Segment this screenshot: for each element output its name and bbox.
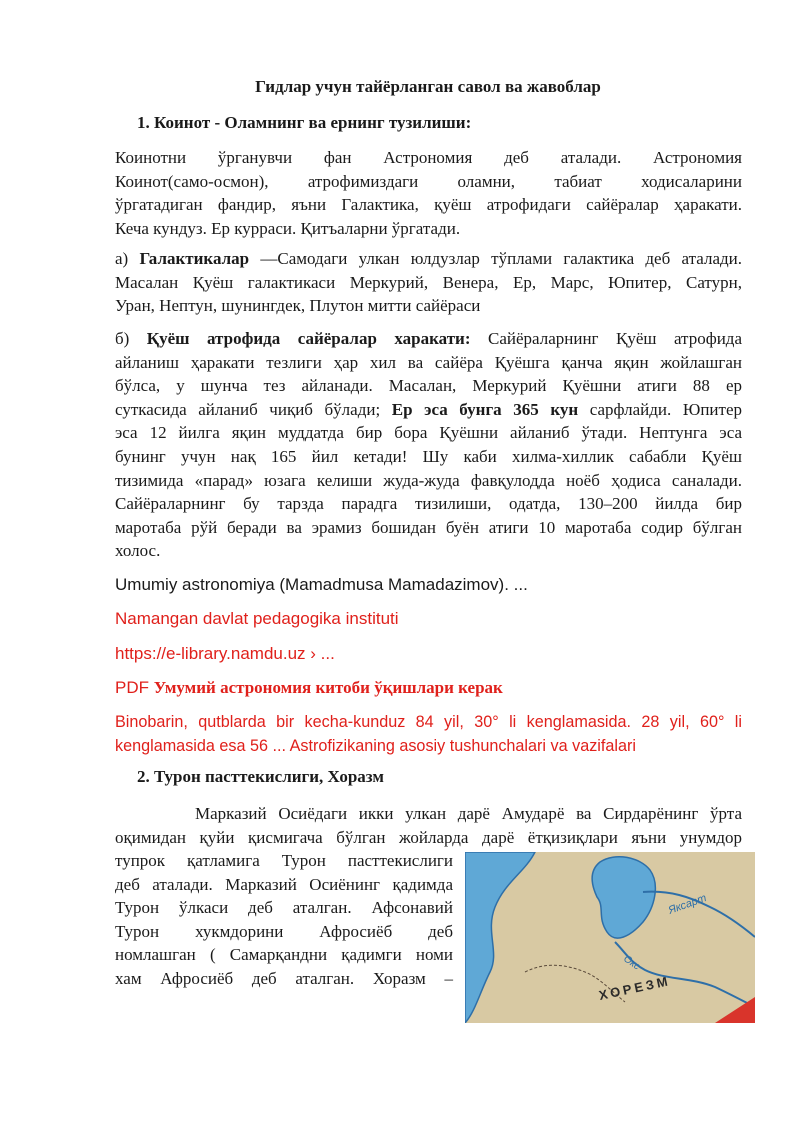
khorezm-map-image bbox=[465, 852, 755, 1023]
text-line: номлашган ( Самарқандни қадимги номи bbox=[115, 945, 453, 965]
section-2-paragraph-top bbox=[115, 802, 742, 849]
earth-365-highlight: Ер эса бунга 365 кун bbox=[391, 399, 579, 419]
reference-pdf-link[interactable] bbox=[115, 678, 503, 698]
definition-text: —Самодаги улкан юлдузлар тўплами галактика деб аталади. bbox=[249, 249, 742, 268]
text-line bbox=[115, 398, 742, 422]
section-2-paragraph-wrapped bbox=[115, 849, 453, 991]
planet-motion-paragraph bbox=[115, 327, 742, 563]
pdf-title: Умумий астрономия китоби ўқишлари керак bbox=[153, 678, 503, 697]
text-line bbox=[115, 327, 742, 351]
text-line: айланиш ҳаракати тезлиги ҳар хил ва сайёра Қуёшга қанча яқин жойлашган bbox=[115, 352, 742, 372]
text-line: Марказий Осиёдаги икки улкан дарё Амударё ва Сирдарёнинг ўрта bbox=[195, 804, 742, 823]
section-1-heading: 1. Коинот - Оламнинг ва ернинг тузилиши: bbox=[137, 113, 472, 132]
reference-title: Umumiy astronomiya (Mamadmusa Mamadazimov). ... bbox=[115, 575, 528, 594]
text-line: бўлса, у шунча тез айланади. Масалан, Меркурий Қуёшни атиги 88 ер bbox=[115, 376, 742, 396]
text-line: бунинг учун нақ 165 йил кетади! Шу каби хилма-хиллик сабабли Қуёш bbox=[115, 446, 742, 466]
galaxies-paragraph bbox=[115, 247, 742, 318]
text-line: оқимидан қуйи қисмигача бўлган жойларда дарё ётқизиқлари яъни унумдор bbox=[115, 827, 742, 847]
section-2-heading: 2. Турон пасттекислиги, Хоразм bbox=[137, 767, 384, 786]
page-title: Гидлар учун тайёрланган савол ва жавоблар bbox=[255, 77, 601, 96]
text-line: Уран, Нептун, шунингдек, Плутон митти сайёраси bbox=[115, 296, 481, 316]
text-line: тупрок қатламига Турон пасттекислиги bbox=[115, 851, 453, 870]
text-line: kenglamasida esa 56 ... Astrofizikaning asosiy tushunchalari va vazifalari bbox=[115, 736, 636, 755]
text-line: Масалан Қуёш галактикаси Меркурий, Венера, Ер, Марс, Юпитер, Сатурн, bbox=[115, 272, 742, 292]
text-span: сарфлайди. Юпитер bbox=[578, 399, 742, 419]
text-line bbox=[115, 247, 742, 271]
item-prefix: а) bbox=[115, 249, 140, 268]
text-line: тизимида «парад» юзага келиши жуда-жуда фавқулодда ноёб ҳодиса саналади. bbox=[115, 470, 742, 490]
reference-snippet bbox=[115, 711, 742, 758]
text-line: Сайёраларнинг бу тарзда парадга тизилиши, одатда, 130–200 йилда бир bbox=[115, 494, 742, 514]
item-prefix: б) bbox=[115, 329, 147, 348]
text-line: хам Афросиёб деб аталган. Хоразм – bbox=[115, 968, 453, 988]
text-line: Кеча кундуз. Ер курраси. Қитъаларни ўргатади. bbox=[115, 218, 461, 238]
section-1-paragraph bbox=[115, 146, 742, 240]
term-planet-motion: Қуёш атрофида сайёралар харакати: bbox=[146, 329, 471, 348]
reference-institute: Namangan davlat pedagogika instituti bbox=[115, 609, 399, 628]
term-galaxies: Галактикалар bbox=[139, 249, 250, 268]
map-label-river2: Окс bbox=[621, 953, 642, 973]
text-line: эса 12 йилга яқин муддатда бир бора Қуёшни айланиб ўтади. Нептунга эса bbox=[115, 423, 742, 443]
map-label-region: ХОРЕЗМ bbox=[597, 973, 672, 1003]
text-line: деб аталади. Марказий Осиёнинг қадимда bbox=[115, 874, 453, 894]
map-label-river: Яксарт bbox=[666, 892, 709, 917]
text-line: Коинотни ўрганувчи фан Астрономия деб аталади. Астрономия bbox=[115, 148, 742, 167]
text-span: суткасида айланиб чиқиб бўлади; bbox=[115, 399, 392, 419]
text-line: ўргатадиган фандир, яъни Галактика, қуёш атрофидаги сайёралар ҳаракати. bbox=[115, 195, 742, 215]
text-line: Binobarin, qutblarda bir kecha-kunduz 84 yil, 30° li kenglamasida. 28 yil, 60° li bbox=[115, 713, 742, 731]
text-line: Турон ўлкаси деб аталган. Афсонавий bbox=[115, 898, 453, 918]
text-line: Коинот(само-осмон), атрофимиздаги оламни, табиат ходисаларини bbox=[115, 171, 742, 191]
text-line: маротаба рўй беради ва эрамиз бошидан буён атиги 10 маротаба содир бўлган bbox=[115, 517, 742, 537]
text-line: холос. bbox=[115, 541, 161, 561]
reference-url[interactable]: https://e-library.namdu.uz › ... bbox=[115, 644, 335, 663]
text-line: Турон хукмдорини Афросиёб деб bbox=[115, 921, 453, 941]
pdf-label: PDF bbox=[115, 678, 154, 697]
definition-text: Сайёраларнинг Қуёш атрофида bbox=[470, 329, 742, 348]
